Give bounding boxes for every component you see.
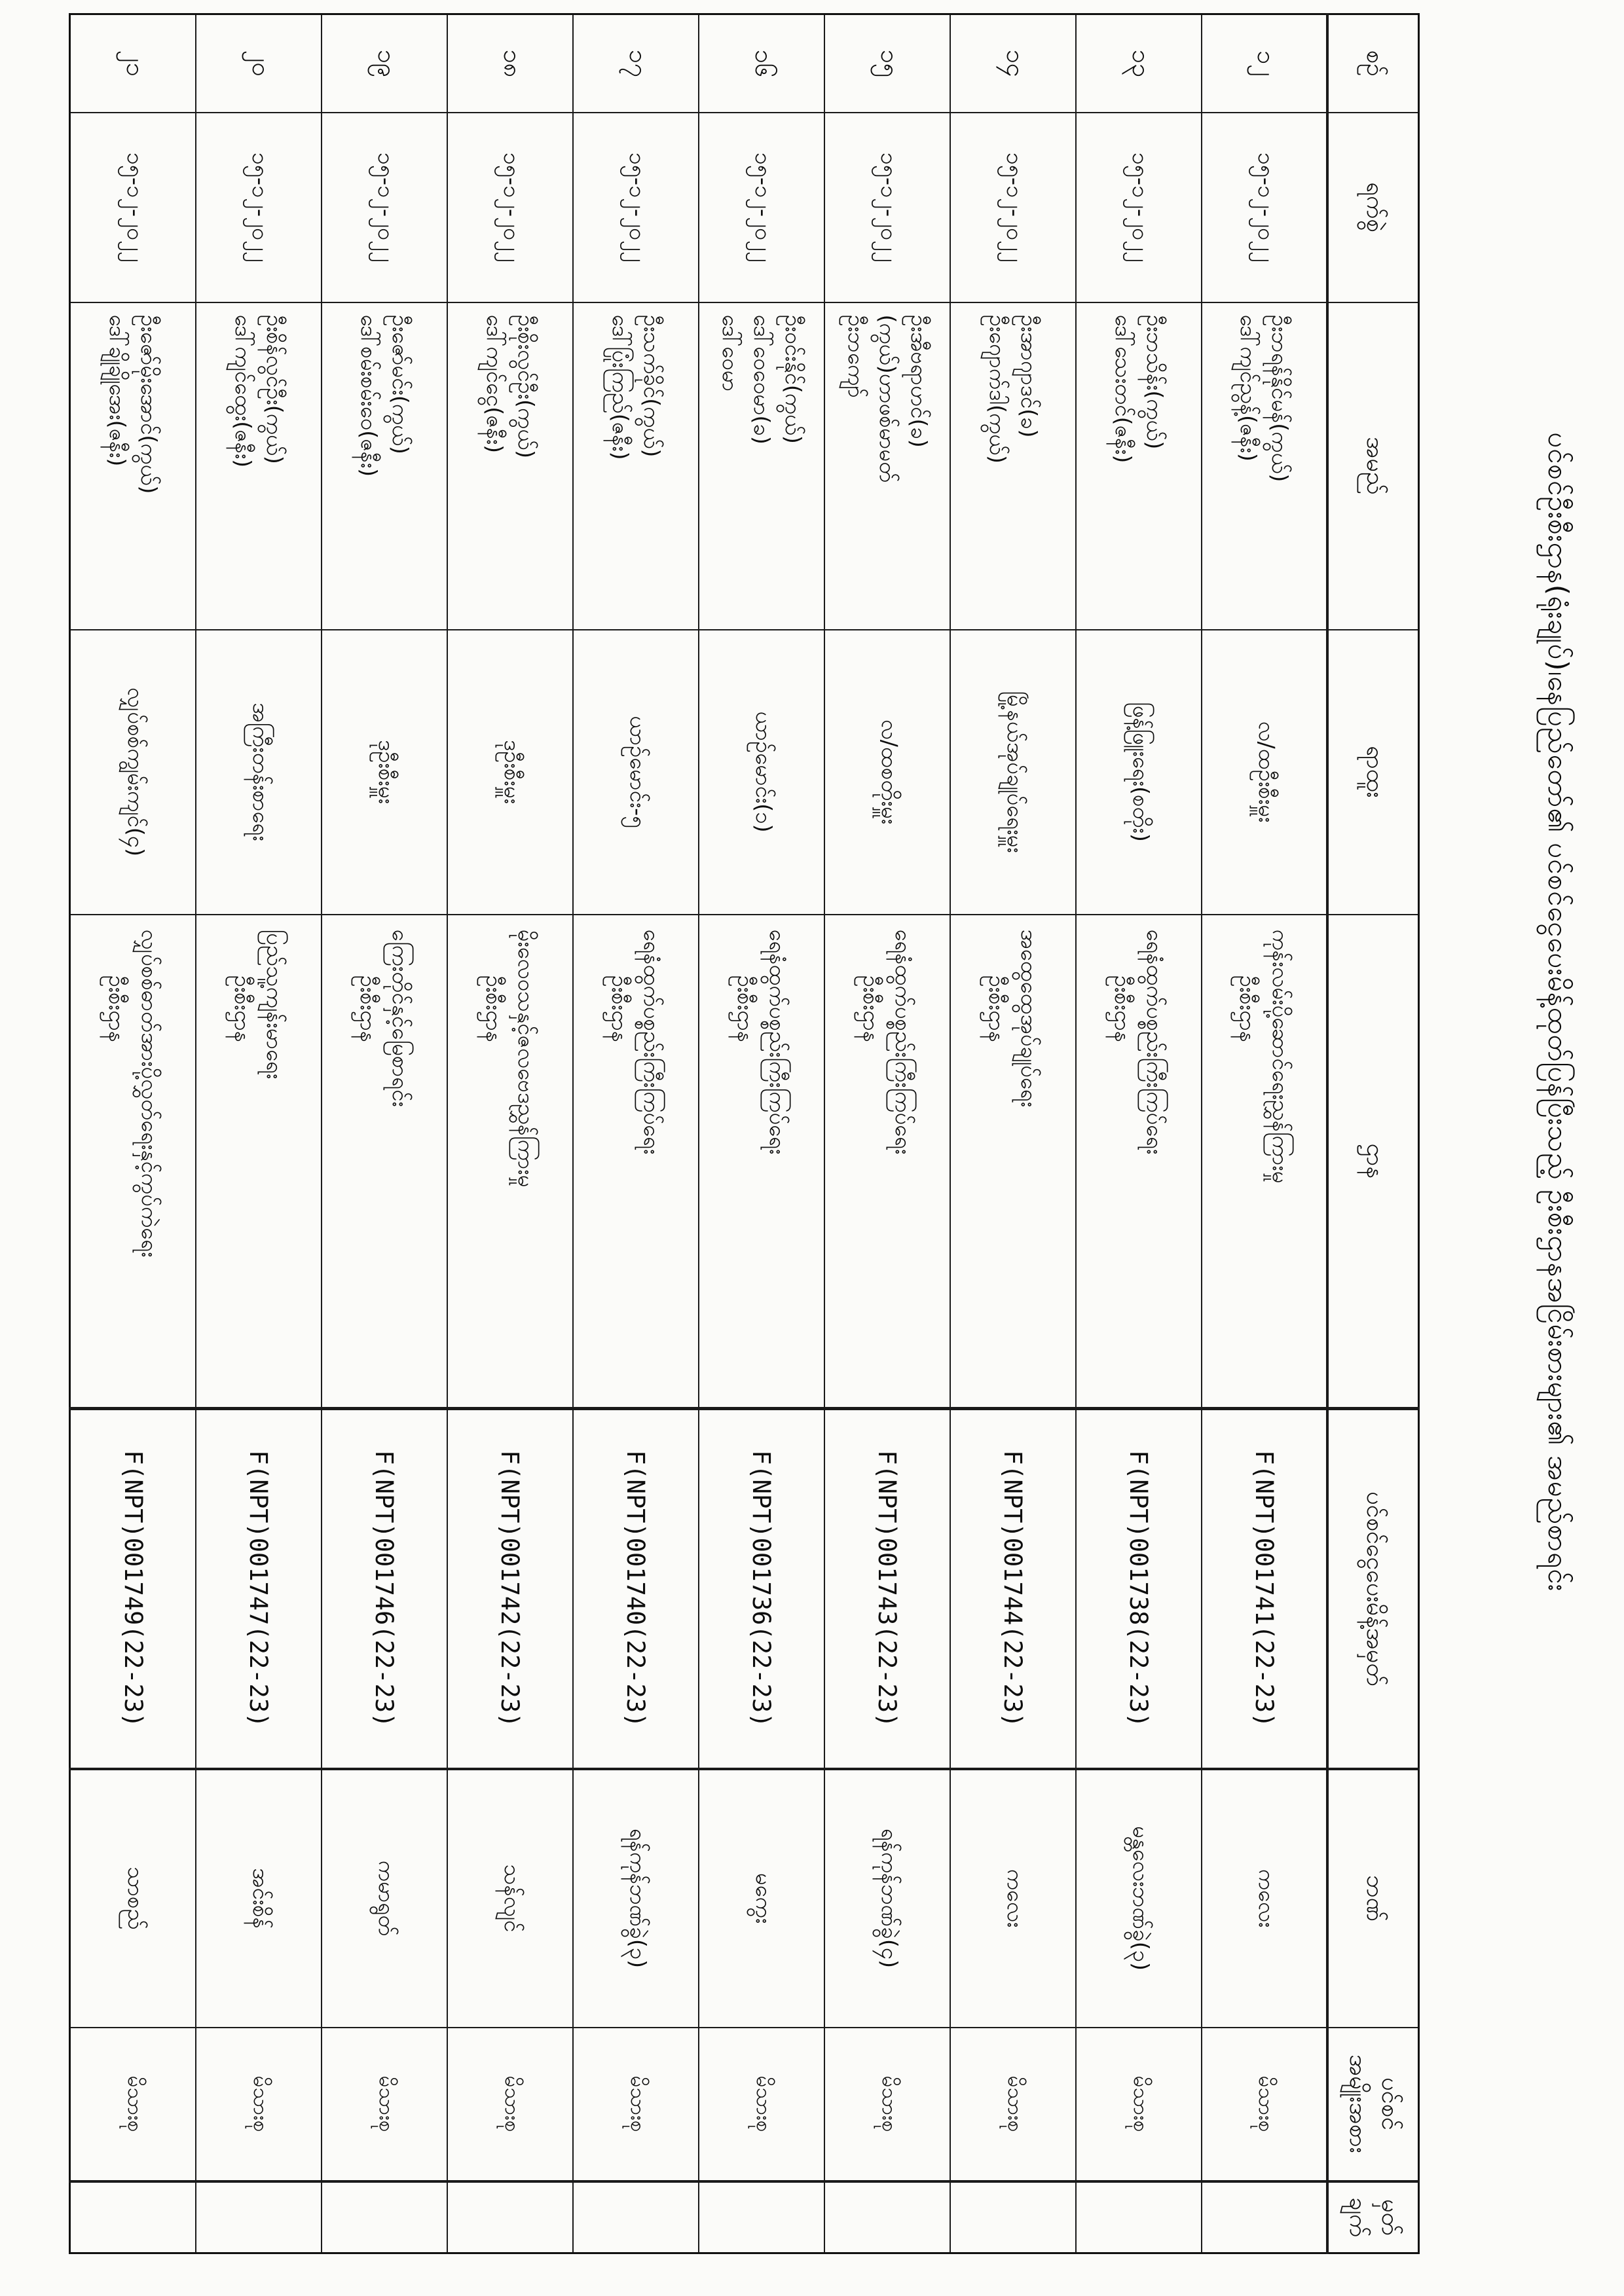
date-cell: ၁၅-၁၂-၂၀၂၂ [573, 113, 699, 302]
position-cell: ဒုဦးစီးမှူး [447, 630, 573, 915]
header-department: ဌာန [1327, 915, 1419, 1409]
department-cell: မိုးလေဝသနှင့်ဇလဗေဒညွှန်ကြားမှု ဦးစီးဌာန [447, 915, 573, 1409]
order-number-cell: F(NPT)001742(22-23) [447, 1409, 573, 1769]
bank-cell: သာစည် [70, 1769, 196, 2028]
order-number-cell: F(NPT)001740(22-23) [573, 1409, 699, 1769]
remark-cell [322, 2181, 447, 2253]
table-row [950, 14, 1076, 2253]
position-cell: လ/ထစတိုးမှူး [824, 630, 950, 915]
remark-cell [824, 2181, 950, 2253]
department-cell: အထွေထွေအုပ်ချုပ်ရေး ဦးစီးဌာန [950, 915, 1076, 1409]
pension-type-cell: မိသားစု [824, 2028, 950, 2181]
date-cell: ၁၅-၁၂-၂၀၂၂ [950, 113, 1076, 302]
pension-type-cell: မိသားစု [573, 2028, 699, 2181]
header-remark: မှတ် ချက် [1327, 2181, 1419, 2253]
remark-cell [447, 2181, 573, 2253]
pension-type-cell: မိသားစု [447, 2028, 573, 2181]
table-row [322, 14, 447, 2253]
remark-cell [573, 2181, 699, 2253]
table-row [70, 14, 196, 2253]
name-cell: ဦးဘရန်နိုင်မန်(ကွယ်) ဒေါ်ကျင်ညွန့်(ဇနီး) [1202, 302, 1327, 630]
remark-cell [70, 2181, 196, 2253]
bank-cell: ကလေး [1202, 1769, 1327, 2028]
name-cell: ဦးဘသိန်း(ကွယ်) ဒေါ်သေးတင်(ဇနီး) [1076, 302, 1202, 630]
position-cell: လျှပ်စစ်ကျွမ်းကျင်(၄) [70, 630, 196, 915]
name-cell: ဦးစိန်လွင်ဦး(ကွယ်) ဒေါ်ကျင်ထွေး(ဇနီး) [196, 302, 322, 630]
position-cell: ယာဉ်မောင်း-၅ [573, 630, 699, 915]
name-cell: ဦးသက်ခိုင်(ကွယ်) ဒေါ်ပြုံးကြည်(ဇနီး) [573, 302, 699, 630]
serial-cell: ၁၄ [950, 14, 1076, 113]
date-cell: ၁၅-၁၂-၂၀၂၂ [699, 113, 824, 302]
name-cell: ဦးဇော်မင်း(ကွယ်) ဒေါ်စမ်းစမ်းဝေ(ဇနီး) [322, 302, 447, 630]
position-cell: ယာဉ်မောင်း(၁) [699, 630, 824, 915]
table-row [447, 14, 573, 2253]
remark-cell [1202, 2181, 1327, 2253]
order-number-cell: F(NPT)001744(22-23) [950, 1409, 1076, 1769]
serial-cell: ၁၅ [824, 14, 950, 113]
serial-cell: ၁၂ [1202, 14, 1327, 113]
department-cell: ရေနံထွက်ပစ္စည်းကြီးကြပ်ရေး ဦးစီးဌာန [1076, 915, 1202, 1409]
date-cell: ၁၅-၁၂-၂၀၂၂ [824, 113, 950, 302]
bank-cell: မန္တလေးဘဏ်ခွဲ(၃) [1076, 1769, 1202, 2028]
bank-cell: ကလေး [950, 1769, 1076, 2028]
department-cell: ရေနံထွက်ပစ္စည်းကြီးကြပ်ရေး ဦးစီးဌာန [699, 915, 824, 1409]
serial-cell: ၂၀ [196, 14, 322, 113]
department-cell: ရေနံထွက်ပစ္စည်းကြီးကြပ်ရေး ဦးစီးဌာန [824, 915, 950, 1409]
department-cell: ကြေးတိုင်နှင့်မြေစာရင်း ဦးစီးဌာန [322, 915, 447, 1409]
order-number-cell: F(NPT)001736(22-23) [699, 1409, 824, 1769]
date-cell: ၁၅-၁၂-၂၀၂၂ [1076, 113, 1202, 302]
order-number-cell: F(NPT)001741(22-23) [1202, 1409, 1327, 1769]
serial-cell: ၁၃ [1076, 14, 1202, 113]
remark-cell [699, 2181, 824, 2253]
table-row [1076, 14, 1202, 2253]
remark-cell [1076, 2181, 1202, 2253]
name-cell: ဦးအီဗရာဟင်(ခ) (ကွယ်)ဟာဖစ်မာမတ် ဦးဘကျော် [824, 302, 950, 630]
header-name: အမည် [1327, 302, 1419, 630]
bank-cell: မကွေး [699, 1769, 824, 2028]
pension-type-cell: မိသားစု [322, 2028, 447, 2181]
position-cell: မြို့နယ်အုပ်ချုပ်ရေးမှူး [950, 630, 1076, 915]
header-date: ရက်စွဲ [1327, 113, 1419, 302]
name-cell: ဦးဝင်းနိုင်(ကွယ်) ဒေါ်ဝေဝေမာ(ခ) ဒေါ်ဝေမာ [699, 302, 824, 630]
pension-retirees-table [69, 13, 1420, 2254]
department-cell: ပြည်သူ့ကျန်းမာရေး ဦးစီးဌာန [196, 915, 322, 1409]
table-row [699, 14, 824, 2253]
header-position: ရာထူး [1327, 630, 1419, 915]
bank-cell: ရန်ကုန်ဘဏ်ခွဲ(၄) [824, 1769, 950, 2028]
position-cell: လ/ထဦးစီးမှူး [1202, 630, 1327, 915]
bank-cell: ရန်ကုန်ဘဏ်ခွဲ(၃) [573, 1769, 699, 2028]
pension-type-cell: မိသားစု [70, 2028, 196, 2181]
table-row [196, 14, 322, 2253]
table-header-row [1327, 14, 1419, 2253]
document-title: ပင်စင်ဦးစီးဌာန(ရုံးချုပ်)၊နေပြည်တော်၏ ပင်စင်ငွေပေးမိန့်ထုတ်ပြန်ပြီးသည့် ဦးစီးဌာနအငြိမ်းစားများ၏ အမည်စာရင်း [1542, 432, 1574, 1592]
date-cell: ၁၅-၁၂-၂၀၂၂ [447, 113, 573, 302]
remark-cell [196, 2181, 322, 2253]
name-cell: ဦးဇော်မိုးအောင်(ကွယ်) ဒေါ်ချိုချိုအေး(ဇနီး) [70, 302, 196, 630]
bank-cell: သန်လျင် [447, 1769, 573, 2028]
pension-type-cell: မိသားစု [699, 2028, 824, 2181]
remark-cell [950, 2181, 1076, 2253]
position-cell: အကြီးတန်းစာရေး [196, 630, 322, 915]
serial-cell: ၁၉ [322, 14, 447, 113]
order-number-cell: F(NPT)001749(22-23) [70, 1409, 196, 1769]
order-number-cell: F(NPT)001747(22-23) [196, 1409, 322, 1769]
order-number-cell: F(NPT)001743(22-23) [824, 1409, 950, 1769]
serial-cell: ၁၈ [447, 14, 573, 113]
header-pension-type: ပင်စင် အမျိုးအစား [1327, 2028, 1419, 2181]
header-order-number: ပင်စင်ငွေပေးမိန့်အမှတ် [1327, 1409, 1419, 1769]
order-number-cell: F(NPT)001746(22-23) [322, 1409, 447, 1769]
bank-cell: အင်းစိန် [196, 1769, 322, 2028]
serial-cell: ၁၇ [573, 14, 699, 113]
position-cell: ဖြန့်ဖြူးရေး(စတိုး) [1076, 630, 1202, 915]
name-cell: ဦးစိုးလွင်ဦး(ကွယ်) ဒေါ်ကျင်ငွေ(ဇနီး) [447, 302, 573, 630]
date-cell: ၁၅-၁၂-၂၀၂၂ [322, 113, 447, 302]
table-row [824, 14, 950, 2253]
header-bank: ဘဏ် [1327, 1769, 1419, 2028]
pension-type-cell: မိသားစု [196, 2028, 322, 2181]
date-cell: ၁၅-၁၂-၂၀၂၂ [196, 113, 322, 302]
date-cell: ၁၅-၁၂-၂၀၂၂ [70, 113, 196, 302]
position-cell: ဒုဦးစီးမှူး [322, 630, 447, 915]
serial-cell: ၂၁ [70, 14, 196, 113]
pension-type-cell: မိသားစု [1076, 2028, 1202, 2181]
pension-type-cell: မိသားစု [1202, 2028, 1327, 2181]
pension-type-cell: မိသားစု [950, 2028, 1076, 2181]
department-cell: ရေနံထွက်ပစ္စည်းကြီးကြပ်ရေး ဦးစီးဌာန [573, 915, 699, 1409]
department-cell: လျှပ်စစ်ဓာတ်အားပို့လွှတ်ရေးနှင့်ကွပ်ကဲရေး ဦးစီးဌာန [70, 915, 196, 1409]
bank-cell: ကမာရွတ် [322, 1769, 447, 2028]
date-cell: ၁၅-၁၂-၂၀၂၂ [1202, 113, 1327, 302]
table-row [573, 14, 699, 2253]
department-cell: ကုန်းလမ်းပို့ဆောင်ရေးညွှန်ကြားမှု ဦးစီးဌာန [1202, 915, 1327, 1409]
serial-cell: ၁၆ [699, 14, 824, 113]
name-cell: ဦးအာဂျာဒင်(ခ) ဦးဂျောက်ဒါ(ကွယ်) [950, 302, 1076, 630]
header-serial: စဉ် [1327, 14, 1419, 113]
order-number-cell: F(NPT)001738(22-23) [1076, 1409, 1202, 1769]
table-row [1202, 14, 1327, 2253]
